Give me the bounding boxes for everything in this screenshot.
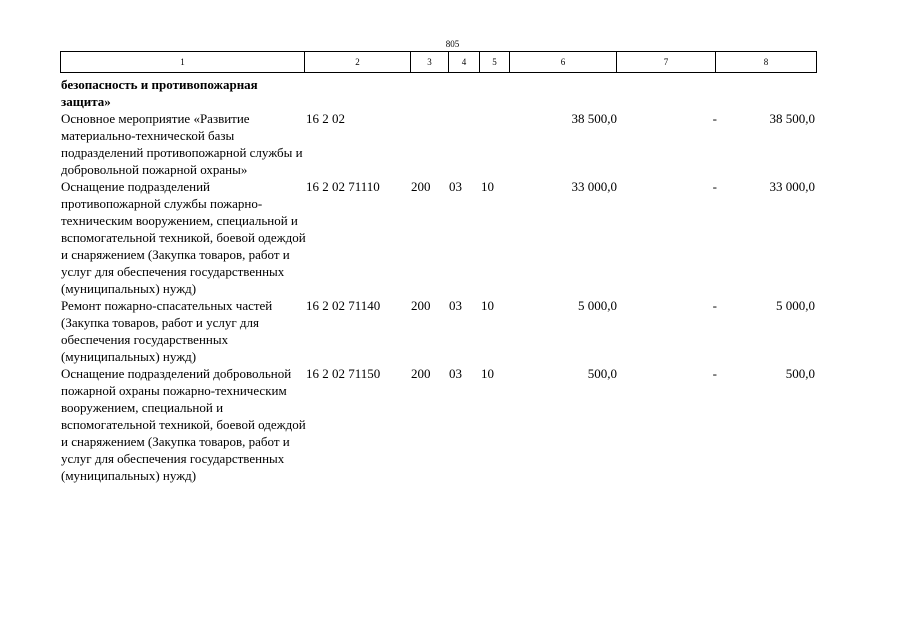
row-code: 16 2 02 71140 [306, 298, 381, 313]
row-col6: 5 000,0 [578, 298, 617, 313]
column-header: 8 [716, 52, 817, 73]
row-code: 16 2 02 71150 [306, 366, 381, 381]
row-col8: 33 000,0 [769, 179, 815, 194]
row-col6: 33 000,0 [571, 179, 617, 194]
row-name: безопасность и противопожарная защита» [61, 77, 258, 109]
row-col6: 500,0 [587, 366, 617, 381]
row-col4: 03 [449, 366, 462, 381]
column-header: 5 [480, 52, 510, 73]
table-row [61, 365, 817, 484]
table-row [61, 76, 817, 110]
row-col8: 38 500,0 [769, 111, 815, 126]
column-header: 7 [617, 52, 716, 73]
row-col4: 03 [449, 298, 462, 313]
row-name: Оснащение подразделений противопожарной службы пожарно-техническим вооружением, специальной и вспомогательной техникой, боевой одеждой и снаряжением (Закупка товаров, работ и услуг для обеспечения государственных (муниципальных) нужд) [61, 179, 306, 296]
row-col3: 200 [411, 179, 431, 194]
budget-rows [61, 76, 817, 484]
row-col3: 200 [411, 366, 431, 381]
column-header-table [60, 51, 817, 73]
row-code: 16 2 02 71110 [306, 179, 380, 194]
row-col7: - [712, 298, 717, 313]
column-header: 6 [510, 52, 617, 73]
column-header: 2 [305, 52, 411, 73]
row-name: Оснащение подразделений добровольной пожарной охраны пожарно-техническим вооружением, специальной и вспомогательной техникой, боевой одеждой и снаряжением (Закупка товаров, работ и услуг для обеспечения государственных (муниципальных) нужд) [61, 366, 306, 483]
table-row [61, 297, 817, 365]
page-number: 805 [445, 39, 460, 49]
table-row [61, 110, 817, 178]
row-col8: 5 000,0 [776, 298, 815, 313]
row-col5: 10 [481, 366, 494, 381]
row-col7: - [712, 366, 717, 381]
row-col5: 10 [481, 179, 494, 194]
row-code: 16 2 02 [306, 111, 345, 126]
table-row [61, 178, 817, 297]
row-col6: 38 500,0 [571, 111, 617, 126]
row-col7: - [712, 179, 717, 194]
column-header: 3 [411, 52, 449, 73]
row-col7: - [712, 111, 717, 126]
row-name: Ремонт пожарно-спасательных частей (Закупка товаров, работ и услуг для обеспечения государственных (муниципальных) нужд) [61, 298, 273, 364]
row-name: Основное мероприятие «Развитие материально-технической базы подразделений противопожарной службы и добровольной пожарной охраны» [61, 111, 303, 177]
row-col8: 500,0 [785, 366, 815, 381]
column-header: 1 [61, 52, 305, 73]
row-col4: 03 [449, 179, 462, 194]
row-col5: 10 [481, 298, 494, 313]
column-header: 4 [449, 52, 480, 73]
row-col3: 200 [411, 298, 431, 313]
